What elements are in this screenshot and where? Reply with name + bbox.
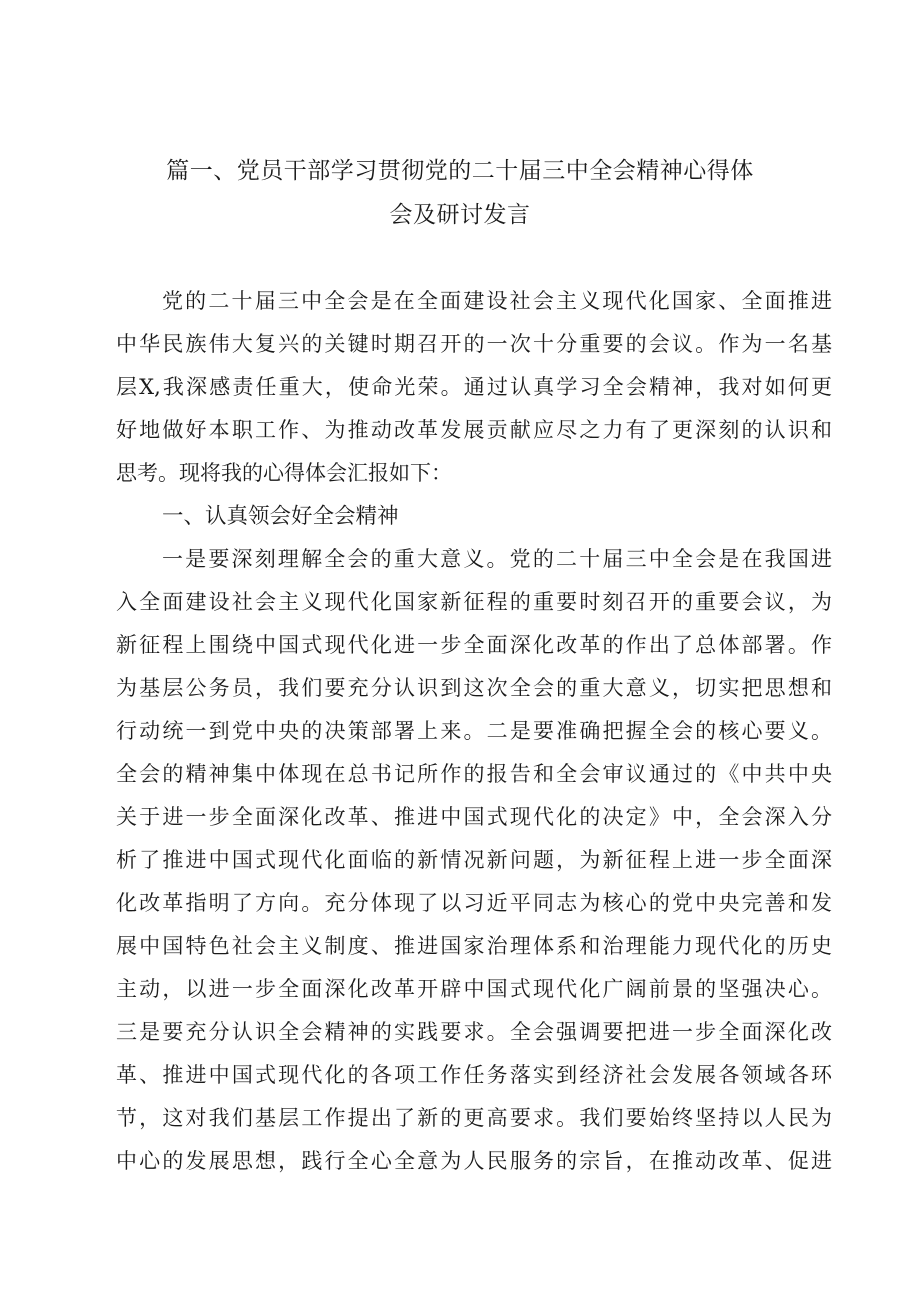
paragraph-line: 中心的发展思想，践行全心全意为人民服务的宗旨，在推动改革、促进: [116, 1149, 832, 1173]
document-body: [116, 280, 832, 1183]
paragraph-line: 关于进一步全面深化改革、推进中国式现代化的决定》中，全会深入分: [116, 805, 832, 829]
document-title-line-1: 篇一、党员干部学习贯彻党的二十届三中全会精神心得体: [166, 158, 754, 184]
paragraph-line: 行动统一到党中央的决策部署上来。二是要准确把握全会的核心要义。: [116, 719, 832, 743]
paragraph-line: 革、推进中国式现代化的各项工作任务落实到经济社会发展各领域各环: [116, 1063, 832, 1087]
paragraph-line: 全会的精神集中体现在总书记所作的报告和全会审议通过的《中共中央: [116, 762, 832, 786]
paragraph-line: 入全面建设社会主义现代化国家新征程的重要时刻召开的重要会议，为: [116, 590, 832, 614]
paragraph-line: 中华民族伟大复兴的关键时期召开的一次十分重要的会议。作为一名基: [116, 332, 832, 356]
section-heading: 一、认真领会好全会精神: [162, 504, 399, 529]
paragraph-line: 党的二十届三中全会是在全面建设社会主义现代化国家、全面推进: [162, 289, 832, 313]
paragraph-line: 为基层公务员，我们要充分认识到这次全会的重大意义，切实把思想和: [116, 676, 832, 700]
paragraph-line: 主动，以进一步全面深化改革开辟中国式现代化广阔前景的坚强决心。: [116, 977, 832, 1001]
paragraph-line: 三是要充分认识全会精神的实践要求。全会强调要把进一步全面深化改: [116, 1020, 832, 1044]
paragraph-line: 新征程上围绕中国式现代化进一步全面深化改革的作出了总体部署。作: [116, 633, 832, 657]
paragraph-line: 一是要深刻理解全会的重大意义。党的二十届三中全会是在我国进: [162, 547, 832, 571]
paragraph-line: 化改革指明了方向。充分体现了以习近平同志为核心的党中央完善和发: [116, 891, 832, 915]
paragraph-line: 展中国特色社会主义制度、推进国家治理体系和治理能力现代化的历史: [116, 934, 832, 958]
paragraph-line: 层X,我深感责任重大，使命光荣。通过认真学习全会精神，我对如何更: [116, 375, 832, 399]
paragraph-line: 节，这对我们基层工作提出了新的更高要求。我们要始终坚持以人民为: [116, 1106, 832, 1130]
document-title-line-2: 会及研讨发言: [389, 202, 531, 228]
paragraph-line: 好地做好本职工作、为推动改革发展贡献应尽之力有了更深刻的认识和: [116, 418, 832, 442]
paragraph-line: 析了推进中国式现代化面临的新情况新问题，为新征程上进一步全面深: [116, 848, 832, 872]
paragraph-line: 思考。现将我的心得体会汇报如下：: [116, 461, 452, 485]
